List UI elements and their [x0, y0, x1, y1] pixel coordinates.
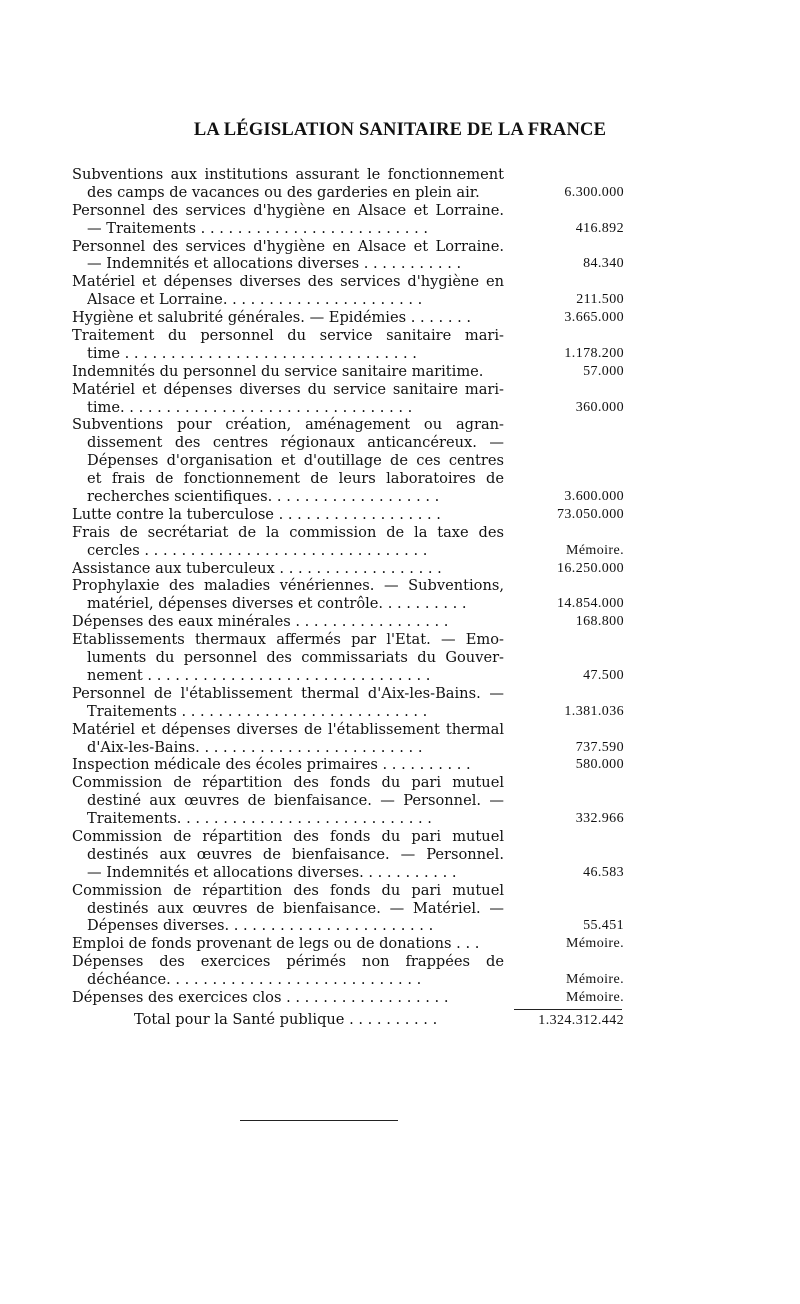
- line-description: recherches scientifiques. . . . . . . . . . . . . . . . . . .: [87, 488, 440, 506]
- budget-line: [72, 202, 628, 220]
- budget-line: [72, 882, 628, 900]
- line-description: Personnel des services d'hygiène en Alsace et Lorraine.: [72, 237, 504, 255]
- line-description: Subventions aux institutions assurant le fonctionnement: [72, 166, 504, 183]
- line-description: Assistance aux tuberculeux . . . . . . . . . . . . . . . . . .: [72, 559, 442, 577]
- line-amount: 168.800: [575, 614, 624, 630]
- line-description: dissement des centres régionaux anticancéreux. —: [87, 434, 504, 452]
- line-description: et frais de fonctionnement de leurs laboratoires de: [87, 470, 504, 488]
- budget-line: [72, 917, 628, 935]
- line-description: Dépenses des exercices clos . . . . . . . . . . . . . . . . . .: [72, 988, 449, 1006]
- line-amount: Mémoire.: [565, 936, 624, 952]
- budget-line: [72, 953, 628, 971]
- budget-line: [72, 703, 628, 721]
- budget-line: [72, 542, 628, 560]
- line-description: Frais de secrétariat de la commission de la taxe des: [72, 523, 504, 541]
- line-description: cercles . . . . . . . . . . . . . . . . . . . . . . . . . . . . . . .: [87, 541, 428, 559]
- line-amount: 14.854.000: [557, 596, 624, 612]
- line-description: Emploi de fonds provenant de legs ou de donations . . .: [72, 935, 480, 953]
- line-description: Commission de répartition des fonds du pari mutuel: [72, 881, 504, 899]
- line-description: Dépenses des exercices périmés non frappées de: [72, 953, 504, 971]
- line-description: Inspection médicale des écoles primaires . . . . . . . . . .: [72, 756, 471, 774]
- budget-line: [72, 810, 628, 828]
- budget-line: [72, 327, 628, 345]
- budget-line: [72, 864, 628, 882]
- footer-rule: [240, 1120, 398, 1121]
- budget-line: [72, 756, 628, 774]
- line-description: Commission de répartition des fonds du pari mutuel: [72, 827, 504, 845]
- budget-line: [72, 595, 628, 613]
- budget-line: [72, 345, 628, 363]
- line-description: Matériel et dépenses diverses des services d'hygiène en: [72, 273, 504, 291]
- budget-line: [72, 613, 628, 631]
- line-description: Lutte contre la tuberculose . . . . . . . . . . . . . . . . . .: [72, 505, 441, 523]
- budget-line: [72, 416, 628, 434]
- line-amount: 55.451: [583, 918, 624, 934]
- line-description: destiné aux œuvres de bienfaisance. — Personnel. —: [87, 792, 504, 810]
- budget-line: [72, 524, 628, 542]
- line-description: Traitements . . . . . . . . . . . . . . . . . . . . . . . . . . .: [87, 702, 428, 720]
- line-description: Dépenses d'organisation et d'outillage de ces centres: [87, 452, 504, 470]
- budget-line: [72, 220, 628, 238]
- budget-line: [72, 774, 628, 792]
- line-description: destinés aux œuvres de bienfaisance. — Matériel. —: [87, 899, 504, 917]
- line-amount: 3.600.000: [564, 489, 624, 505]
- line-description: — Indemnités et allocations diverses. . . . . . . . . . .: [87, 863, 457, 881]
- line-description: matériel, dépenses diverses et contrôle. . . . . . . . . .: [87, 595, 467, 613]
- line-description: Commission de répartition des fonds du pari mutuel: [72, 774, 504, 792]
- budget-line: [72, 434, 628, 452]
- budget-line: [72, 452, 628, 470]
- line-description: Indemnités du personnel du service sanitaire maritime.: [72, 362, 484, 380]
- line-amount: 332.966: [575, 811, 624, 827]
- page-title: LA LÉGISLATION SANITAIRE DE LA FRANCE: [193, 120, 607, 140]
- budget-line: [72, 291, 628, 309]
- budget-line: [72, 255, 628, 273]
- line-amount: Mémoire.: [565, 542, 624, 558]
- line-description: luments du personnel des commissariats du Gouver-: [87, 649, 504, 667]
- budget-table: [72, 166, 628, 1031]
- budget-line: [72, 846, 628, 864]
- budget-line: [72, 792, 628, 810]
- line-amount: 360.000: [575, 399, 624, 415]
- line-description: des camps de vacances ou des garderies en plein air.: [87, 183, 480, 201]
- budget-line: [72, 739, 628, 757]
- line-description: Personnel de l'établissement thermal d'Aix-les-Bains. —: [72, 684, 504, 702]
- budget-line: [72, 506, 628, 524]
- line-description: Traitements. . . . . . . . . . . . . . . . . . . . . . . . . . . .: [87, 810, 432, 828]
- total-amount: 1.324.312.442: [538, 1012, 624, 1028]
- budget-line: [72, 166, 628, 184]
- budget-line: [72, 488, 628, 506]
- line-amount: 737.590: [575, 739, 624, 755]
- budget-line: [72, 989, 628, 1007]
- line-description: Personnel des services d'hygiène en Alsace et Lorraine.: [72, 201, 504, 219]
- budget-line: [72, 470, 628, 488]
- line-amount: Mémoire.: [565, 972, 624, 988]
- line-description: Dépenses des eaux minérales . . . . . . . . . . . . . . . . .: [72, 613, 449, 631]
- budget-line: [72, 363, 628, 381]
- budget-line: [72, 935, 628, 953]
- line-description: Etablissements thermaux affermés par l'Etat. — Emo-: [72, 631, 504, 649]
- line-description: — Indemnités et allocations diverses . . . . . . . . . . .: [87, 255, 462, 273]
- budget-line: [72, 560, 628, 578]
- line-amount: 84.340: [583, 256, 624, 272]
- line-description: Matériel et dépenses diverses du service sanitaire mari-: [72, 380, 504, 398]
- line-amount: 1.381.036: [564, 703, 624, 719]
- budget-line: [72, 577, 628, 595]
- line-amount: 580.000: [575, 757, 624, 773]
- line-amount: 6.300.000: [564, 184, 624, 200]
- line-amount: 16.250.000: [557, 560, 624, 576]
- line-description: Traitement du personnel du service sanitaire mari-: [72, 327, 504, 345]
- line-description: time. . . . . . . . . . . . . . . . . . . . . . . . . . . . . . . .: [87, 398, 413, 416]
- budget-line: [72, 667, 628, 685]
- line-amount: 47.500: [583, 667, 624, 683]
- line-description: d'Aix-les-Bains. . . . . . . . . . . . . . . . . . . . . . . . .: [87, 738, 423, 756]
- line-amount: 73.050.000: [557, 506, 624, 522]
- line-description: Hygiène et salubrité générales. — Epidémies . . . . . . .: [72, 309, 472, 327]
- budget-line: [72, 238, 628, 256]
- line-amount: 211.500: [576, 292, 624, 308]
- line-description: Dépenses diverses. . . . . . . . . . . . . . . . . . . . . . .: [87, 917, 434, 935]
- budget-line: [72, 631, 628, 649]
- line-amount: 1.178.200: [564, 345, 624, 361]
- line-description: Matériel et dépenses diverses de l'établissement thermal: [72, 720, 504, 738]
- budget-line: [72, 381, 628, 399]
- total-row: [72, 1009, 628, 1031]
- line-amount: 46.583: [583, 864, 624, 880]
- budget-line: [72, 685, 628, 703]
- line-amount: 3.665.000: [564, 310, 624, 326]
- line-amount: 57.000: [583, 363, 624, 379]
- line-description: nement . . . . . . . . . . . . . . . . . . . . . . . . . . . . . . .: [87, 666, 431, 684]
- budget-line: [72, 828, 628, 846]
- budget-line: [72, 184, 628, 202]
- budget-line: [72, 900, 628, 918]
- budget-line: [72, 309, 628, 327]
- budget-line: [72, 971, 628, 989]
- line-description: time . . . . . . . . . . . . . . . . . . . . . . . . . . . . . . . .: [87, 344, 417, 362]
- line-description: Subventions pour création, aménagement ou agran-: [72, 416, 504, 434]
- budget-line: [72, 399, 628, 417]
- budget-line: [72, 649, 628, 667]
- line-description: déchéance. . . . . . . . . . . . . . . . . . . . . . . . . . . .: [87, 971, 422, 989]
- line-description: destinés aux œuvres de bienfaisance. — Personnel.: [87, 845, 504, 863]
- line-description: Alsace et Lorraine. . . . . . . . . . . . . . . . . . . . . .: [87, 291, 423, 309]
- budget-line: [72, 273, 628, 291]
- line-amount: 416.892: [575, 220, 624, 236]
- total-label: Total pour la Santé publique . . . . . . . . . .: [134, 1010, 438, 1028]
- budget-line: [72, 721, 628, 739]
- line-description: Prophylaxie des maladies vénériennes. — Subventions,: [72, 577, 504, 595]
- line-description: — Traitements . . . . . . . . . . . . . . . . . . . . . . . . .: [87, 219, 428, 237]
- line-amount: Mémoire.: [565, 989, 624, 1005]
